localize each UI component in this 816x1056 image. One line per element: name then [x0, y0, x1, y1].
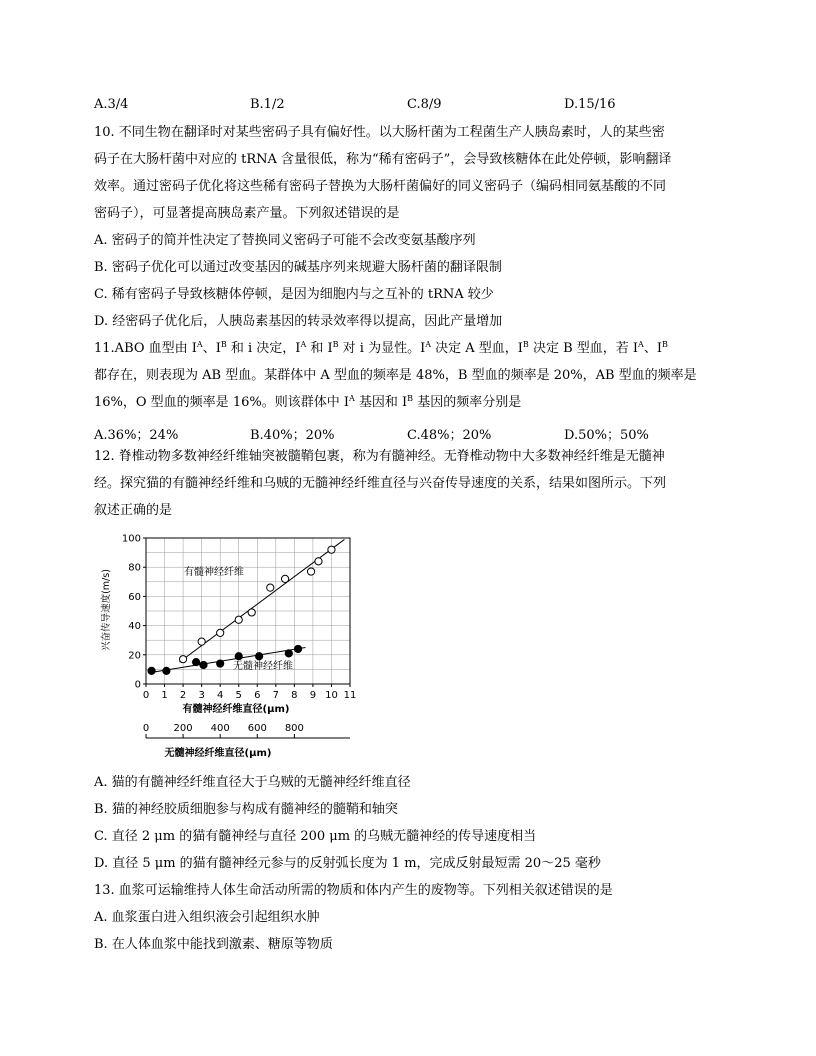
q9-option-a: A.3/4	[94, 97, 129, 112]
point-series-1-1	[163, 667, 170, 674]
q11-option-c: C.48%；20%	[407, 428, 492, 443]
q10-stem-line-1: 10. 不同生物在翻译时对某些密码子具有偏好性。以大肠杆菌为工程菌生产人胰岛素时，人的某些密	[94, 125, 665, 140]
q10-option-a: A. 密码子的简并性决定了替换同义密码子可能不会改变氨基酸序列	[94, 233, 476, 248]
point-series-1-3	[200, 661, 207, 668]
point-series-1-5	[235, 653, 242, 660]
q10-option-b: B. 密码子优化可以通过改变基因的碱基序列来规避大肠杆菌的翻译限制	[94, 260, 502, 275]
x-tick-label-6: 6	[254, 690, 261, 701]
y-tick-label-100: 100	[121, 533, 141, 545]
point-series-0-5	[267, 584, 274, 591]
q10-stem-line-2: 码子在大肠杆菌中对应的 tRNA 含量很低，称为“稀有密码子”，会导致核糖体在此处停顿，影响翻译	[94, 152, 672, 167]
q11-stem-line-1: 11.ABO 血型由 $I^A$、$I^B$ 和 i 决定，$I^A$ 和 $I^B$ 对 i 为显性。$I^A$ 决定 A 型血，$I^B$ 决定 B 型血，若 $I^A$、$I^B$	[94, 340, 668, 356]
point-series-1-2	[192, 659, 199, 666]
x2-tick-label-800: 800	[284, 723, 304, 734]
point-series-0-7	[307, 568, 314, 575]
q10-stem-line-4: 密码子），可显著提高胰岛素产量。下列叙述错误的是	[94, 206, 400, 221]
y-axis-label: 兴奋传导速度(m/s)	[101, 569, 112, 651]
x-tick-label-0: 0	[142, 690, 150, 701]
point-series-0-9	[328, 546, 335, 553]
q13-option-a: A. 血浆蛋白进入组织液会引起组织水肿	[94, 910, 320, 925]
q9-option-c: C.8/9	[407, 97, 442, 112]
q12-option-b: B. 猫的神经胶质细胞参与构成有髓神经的髓鞘和轴突	[94, 802, 398, 817]
point-series-1-0	[148, 667, 155, 674]
point-series-1-4	[217, 660, 224, 667]
q10-option-d: D. 经密码子优化后，人胰岛素基因的转录效率得以提高，因此产量增加	[94, 314, 503, 329]
point-series-1-8	[294, 645, 301, 652]
q9-option-b: B.1/2	[250, 97, 285, 112]
x2-tick-label-600: 600	[247, 723, 267, 734]
y-tick-label-60: 60	[128, 591, 141, 603]
y-tick-label-80: 80	[128, 562, 141, 574]
q10-stem-line-3: 效率。通过密码子优化将这些稀有密码子替换为大肠杆菌偏好的同义密码子（编码相同氨基酸的不同	[94, 179, 667, 194]
q13-stem: 13. 血浆可运输维持人体生命活动所需的物质和体内产生的废物等。下列相关叙述错误的是	[94, 883, 613, 898]
x2-axis-label: 无髓神经纤维直径(μm)	[164, 748, 272, 759]
x-tick-label-8: 8	[291, 690, 298, 701]
q11-option-b: B.40%；20%	[250, 428, 335, 443]
point-series-0-2	[217, 629, 224, 636]
q11-option-a: A.36%；24%	[94, 428, 179, 443]
q12-stem-line-1: 12. 脊椎动物多数神经纤维轴突被髓鞘包裹，称为有髓神经。无脊椎动物中大多数神经纤维是无髓神	[94, 449, 665, 464]
y-tick-label-20: 20	[128, 650, 141, 662]
q10-option-c: C. 稀有密码子导致核糖体停顿，是因为细胞内与之互补的 tRNA 较少	[94, 287, 494, 302]
x-tick-label-11: 11	[343, 690, 357, 701]
x-tick-label-4: 4	[216, 690, 224, 701]
q13-option-b: B. 在人体血浆中能找到激素、糖原等物质	[94, 937, 333, 952]
x-tick-label-5: 5	[235, 690, 242, 701]
q9-option-d: D.15/16	[564, 97, 616, 112]
q11-stem-line-2: 都存在，则表现为 AB 型血。某群体中 A 型血的频率是 48%，B 型血的频率是 20%，AB 型血的频率是	[94, 368, 697, 383]
x-tick-label-9: 9	[309, 690, 317, 701]
x-tick-label-10: 10	[325, 690, 338, 701]
q11-option-d: D.50%；50%	[564, 428, 649, 443]
point-series-1-6	[256, 653, 263, 660]
q12-option-d: D. 直径 5 μm 的猫有髓神经元参与的反射弧长度为 1 m，完成反射最短需 20～25 毫秒	[94, 856, 601, 871]
point-series-0-8	[315, 558, 322, 565]
x-tick-label-2: 2	[179, 690, 187, 701]
q12-stem-line-2: 经。探究猫的有髓神经纤维和乌贼的无髓神经纤维直径与兴奋传导速度的关系，结果如图所示。下列	[94, 476, 667, 491]
x-axis-label: 有髓神经纤维直径(μm)	[182, 704, 290, 715]
y-tick-label-0: 0	[134, 679, 141, 691]
x2-tick-label-200: 200	[173, 723, 193, 734]
series-label-unmyelinated: 无髓神经纤维	[233, 661, 293, 672]
y-tick-label-40: 40	[128, 621, 141, 633]
x-tick-label-3: 3	[198, 690, 205, 701]
x-tick-label-7: 7	[272, 690, 280, 701]
point-series-0-0	[179, 656, 186, 663]
point-series-0-1	[198, 638, 205, 645]
q12-stem-line-3: 叙述正确的是	[94, 503, 173, 518]
point-series-0-6	[281, 575, 288, 582]
point-series-0-3	[235, 616, 242, 623]
x-tick-label-1: 1	[161, 690, 168, 701]
point-series-0-4	[248, 609, 255, 616]
q11-stem-line-3: 16%，O 型血的频率是 16%。则该群体中 $I^A$ 基因和 $I^B$ 基因的频率分别是	[94, 394, 522, 410]
q12-option-a: A. 猫的有髓神经纤维直径大于乌贼的无髓神经纤维直径	[94, 775, 411, 790]
q12-option-c: C. 直径 2 μm 的猫有髓神经与直径 200 μm 的乌贼无髓神经的传导速度相当	[94, 829, 537, 844]
x2-tick-label-400: 400	[210, 723, 230, 734]
chart-points	[148, 546, 335, 674]
conduction-speed-chart	[96, 528, 366, 768]
x2-tick-label-0: 0	[142, 723, 150, 734]
point-series-1-7	[285, 650, 292, 657]
series-label-myelinated: 有髓神经纤维	[184, 567, 244, 578]
